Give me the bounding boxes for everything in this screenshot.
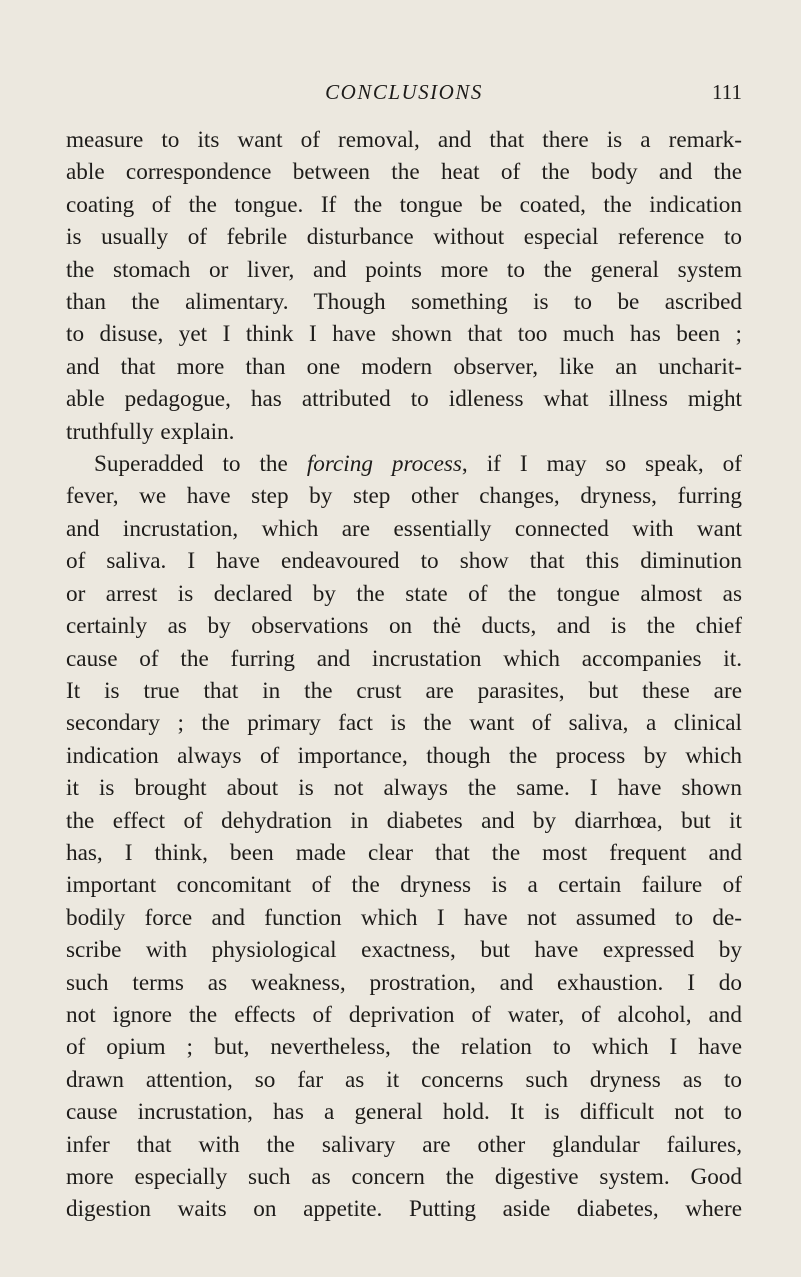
- text-line: certainly as by observations on thė ducts, and is the chief: [66, 613, 742, 640]
- text-line: indication always of importance, though the process by which: [66, 742, 742, 769]
- text-line: not ignore the effects of deprivation of water, of alcohol, and: [66, 1001, 742, 1028]
- text-line: coating of the tongue. If the tongue be coated, the indication: [66, 191, 742, 218]
- text-line: has, I think, been made clear that the most frequent and: [66, 839, 742, 866]
- text-line: truthfully explain.: [66, 418, 235, 445]
- text-line: and incrustation, which are essentially connected with want: [66, 515, 742, 542]
- text-line: important concomitant of the dryness is a certain failure of: [66, 872, 742, 899]
- text-line: cause incrustation, has a general hold. It is difficult not to: [66, 1099, 742, 1126]
- text-line: scribe with physiological exactness, but have expressed by: [66, 937, 742, 964]
- text-line: digestion waits on appetite. Putting aside diabetes, where: [66, 1196, 742, 1223]
- text-run: , if I may so speak, of: [461, 451, 742, 478]
- italic-phrase: forcing process: [306, 451, 462, 478]
- text-line: than the alimentary. Though something is to be ascribed: [66, 289, 742, 316]
- running-head: [66, 74, 742, 114]
- text-line: measure to its want of removal, and that there is a remark-: [66, 127, 742, 153]
- text-line: and that more than one modern observer, like an uncharit-: [66, 353, 742, 380]
- text-line: able pedagogue, has attributed to idleness what illness might: [66, 386, 742, 413]
- text-run: Superadded to the: [94, 451, 307, 478]
- body-text: [66, 124, 742, 1226]
- running-title: CONCLUSIONS: [325, 80, 483, 104]
- page-number: 111: [712, 80, 742, 104]
- text-line: or arrest is declared by the state of the tongue almost as: [66, 580, 742, 607]
- paragraph-1: [66, 124, 742, 448]
- text-line: bodily force and function which I have not assumed to de-: [66, 904, 742, 931]
- text-line: [66, 448, 742, 480]
- text-line: fever, we have step by step other changes, dryness, furring: [66, 483, 742, 510]
- text-line: infer that with the salivary are other glandular failures,: [66, 1131, 742, 1158]
- text-line: able correspondence between the heat of the body and the: [66, 159, 742, 186]
- text-line: the stomach or liver, and points more to the general system: [66, 256, 742, 283]
- text-line: of opium ; but, nevertheless, the relation to which I have: [66, 1034, 742, 1061]
- text-line: drawn attention, so far as it concerns such dryness as to: [66, 1066, 742, 1093]
- text-line: is usually of febrile disturbance without especial reference to: [66, 224, 742, 251]
- text-line: to disuse, yet I think I have shown that too much has been ;: [66, 321, 742, 348]
- text-line: it is brought about is not always the same. I have shown: [66, 775, 742, 802]
- text-line: such terms as weakness, prostration, and exhaustion. I do: [66, 969, 742, 996]
- text-line: It is true that in the crust are parasites, but these are: [66, 677, 742, 704]
- text-line: the effect of dehydration in diabetes and by diarrhœa, but it: [66, 807, 742, 834]
- text-line: more especially such as concern the digestive system. Good: [66, 1164, 742, 1190]
- text-line: of saliva. I have endeavoured to show that this diminution: [66, 548, 742, 575]
- text-line: cause of the furring and incrustation which accompanies it.: [66, 645, 742, 672]
- paragraph-2: [66, 448, 742, 1226]
- text-line: secondary ; the primary fact is the want of saliva, a clinical: [66, 710, 742, 737]
- book-page: [66, 74, 742, 1226]
